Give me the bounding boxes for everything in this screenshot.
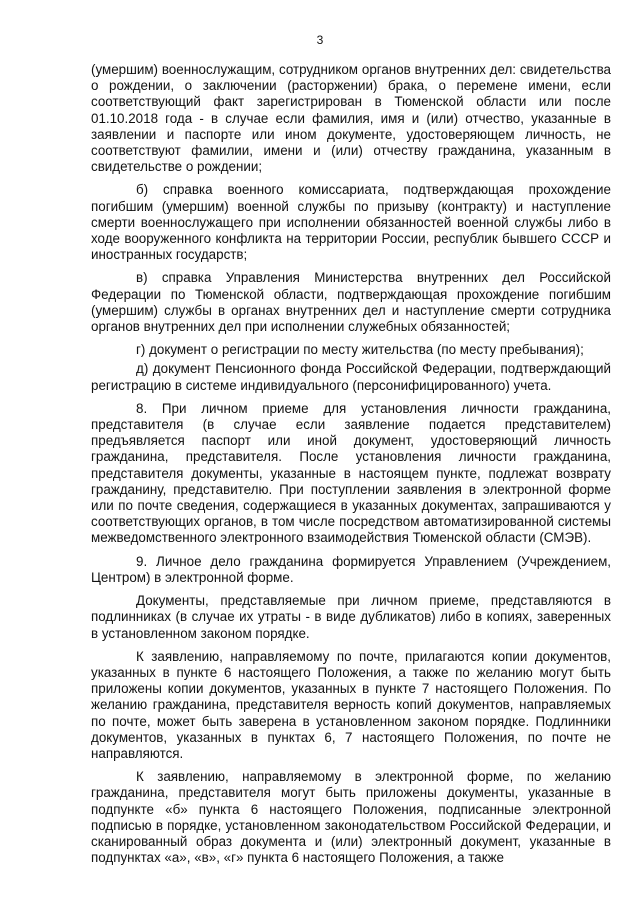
paragraph-clause-9: 9. Личное дело гражданина формируется Управлением (Учреждением, Центром) в электронной форме. bbox=[91, 553, 611, 585]
paragraph-item-b: б) справка военного комиссариата, подтверждающая прохождение погибшим (умершим) военной службы по призыву (контракту) и наступление смерти военнослужащего при исполнении обязанностей военной службы либо в ходе вооруженного конфликта на территории России, республик бывшего СССР и иностранных государств; bbox=[91, 182, 611, 263]
paragraph-item-d: д) документ Пенсионного фонда Российской Федерации, подтверждающий регистрацию в системе индивидуального (персонифицированного) учета. bbox=[91, 361, 611, 393]
document-body bbox=[91, 62, 611, 873]
paragraph-documents-in-person: Документы, представляемые при личном приеме, представляются в подлинниках (в случае их утраты - в виде дубликатов) либо в копиях, заверенных в установленном законом порядке. bbox=[91, 593, 611, 641]
paragraph-item-g: г) документ о регистрации по месту жительства (по месту пребывания); bbox=[136, 342, 584, 358]
paragraph-documents-by-mail: К заявлению, направляемому по почте, прилагаются копии документов, указанных в пункте 6 настоящего Положения, а также по желанию могут быть приложены копии документов, указанных в пункте 7 настоящего Положения. По желанию гражданина, представителя верность копий документов, направляемых по почте, может быть заверена в установленном законом порядке. Подлинники документов, указанных в пунктах 6, 7 настоящего Положения, по почте не направляются. bbox=[91, 648, 611, 761]
page-number: 3 bbox=[316, 33, 324, 47]
paragraph-continuation: (умершим) военнослужащим, сотрудником органов внутренних дел: свидетельства о рождении, о заключении (расторжении) брака, о перемене имени, если соответствующий факт зарегистрирован в Тюменской области или после 01.10.2018 года - в случае если фамилия, имя и (или) отчество, указанные в заявлении и паспорте или ином документе, удостоверяющем личность, не соответствуют фамилии, имени и (или) отчеству гражданина, указанным в свидетельстве о рождении; bbox=[91, 62, 611, 175]
paragraph-item-v: в) справка Управления Министерства внутренних дел Российской Федерации по Тюменской области, подтверждающая прохождение погибшим (умершим) службы в органах внутренних дел и наступление смерти сотрудника органов внутренних дел при исполнении служебных обязанностей; bbox=[91, 270, 611, 335]
paragraph-documents-electronic: К заявлению, направляемому в электронной форме, по желанию гражданина, представителя могут быть приложены документы, указанные в подпункте «б» пункта 6 настоящего Положения, подписанные электронной подписью в порядке, установленном законодательством Российской Федерации, и сканированный образ документа и (или) электронный документ, указанные в подпунктах «а», «в», «г» пункта 6 настоящего Положения, а также bbox=[91, 769, 611, 866]
paragraph-clause-8: 8. При личном приеме для установления личности гражданина, представителя (в случае если заявление подается представителем) предъявляется паспорт или иной документ, удостоверяющий личность гражданина, представителя. После установления личности гражданина, представителя документы, указанные в настоящем пункте, подлежат возврату гражданину, представителю. При поступлении заявления в электронной форме или по почте сведения, содержащиеся в указанных документах, запрашиваются у соответствующих органов, в том числе посредством автоматизированной системы межведомственного электронного взаимодействия Тюменской области (СМЭВ). bbox=[91, 400, 611, 546]
